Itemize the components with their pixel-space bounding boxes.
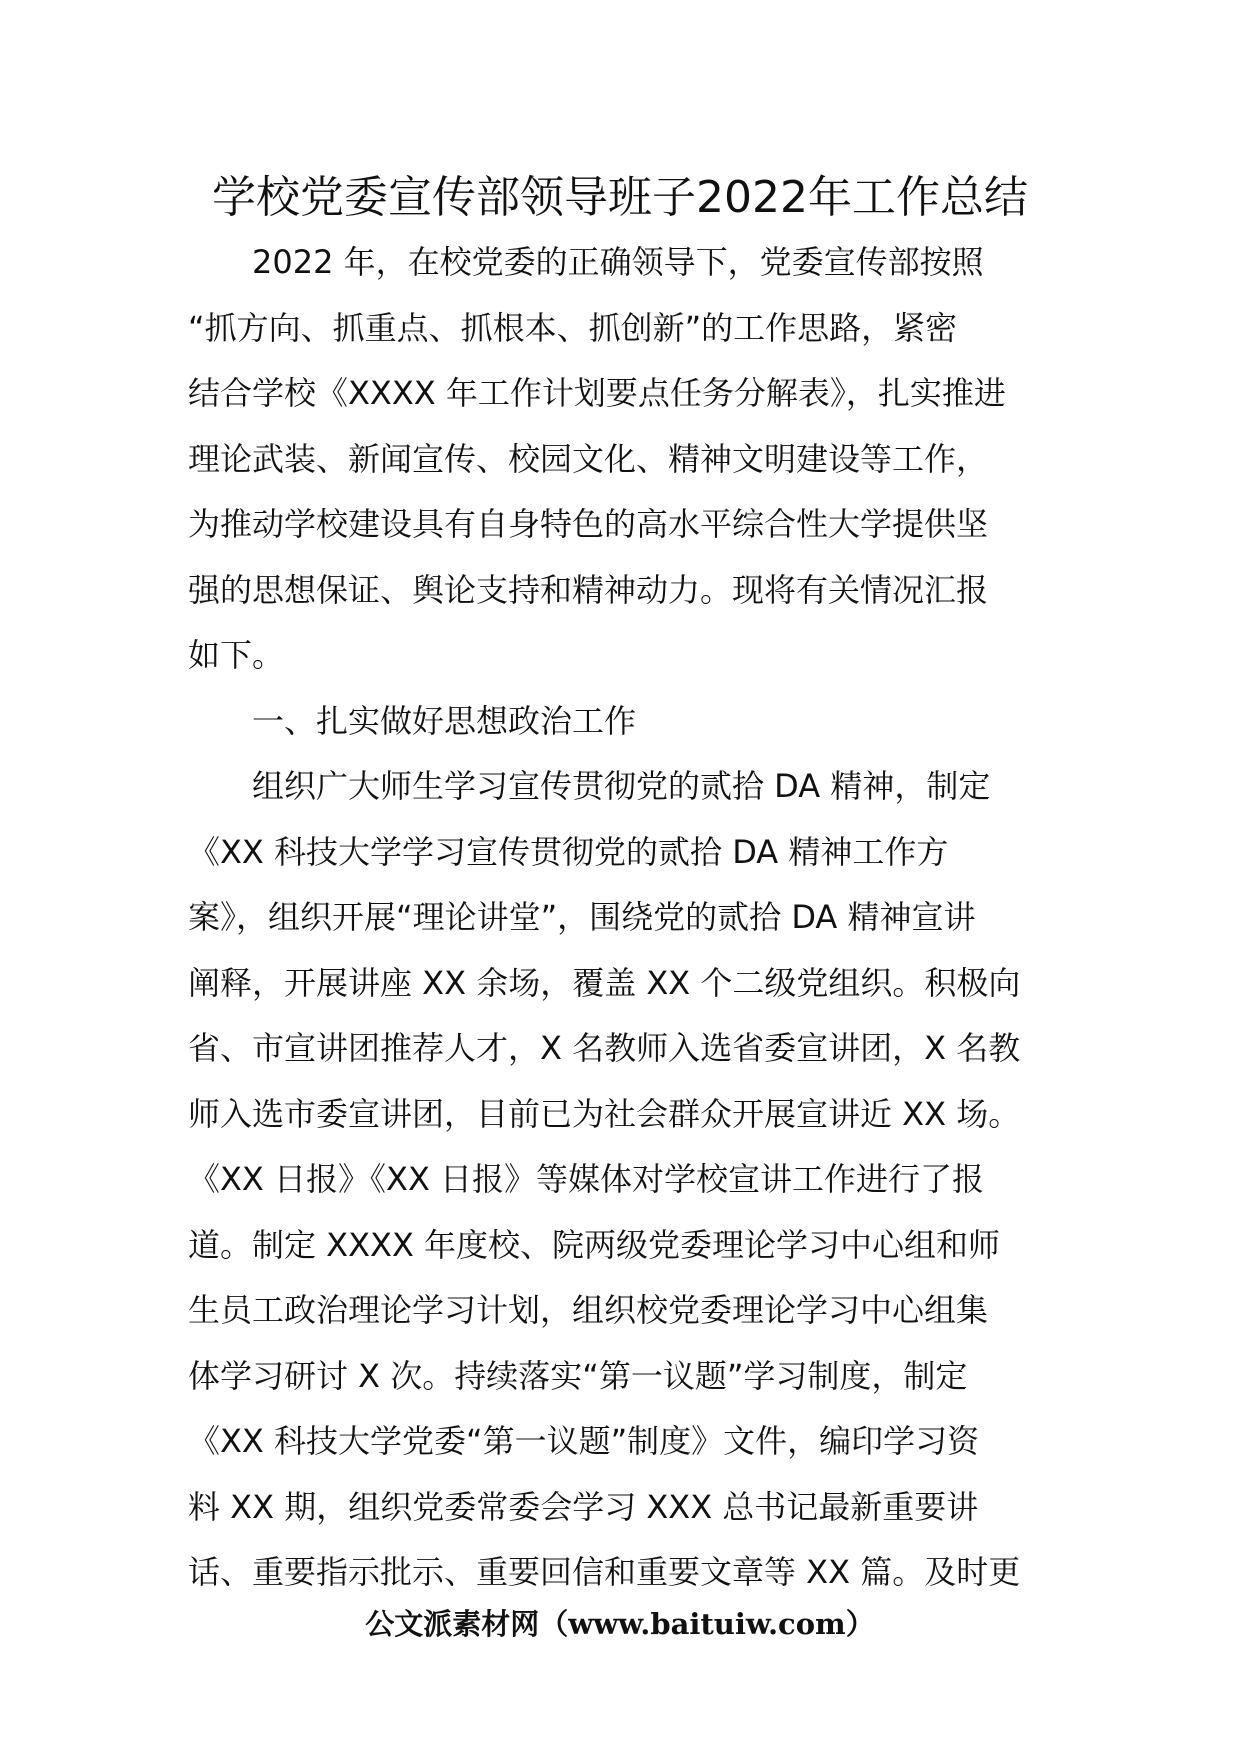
body-line: 结合学校《XXXX 年工作计划要点任务分解表》，扎实推进	[188, 374, 1006, 412]
body-line: 理论武装、新闻宣传、校园文化、精神文明建设等工作，	[188, 439, 989, 478]
body-line: 《XX 科技大学学习宣传贯彻党的贰拾 DA 精神工作方	[188, 832, 949, 871]
body-line: 师入选市委宣讲团，目前已为社会群众开展宣讲近 XX 场。	[188, 1094, 1021, 1133]
body-line: 话、重要指示批示、重要回信和重要文章等 XX 篇。及时更	[188, 1553, 1021, 1591]
body-line: 道。制定 XXXX 年度校、院两级党委理论学习中心组和师	[188, 1225, 1001, 1264]
document-title: 学校党委宣传部领导班子2022年工作总结	[212, 172, 1028, 223]
body-line: 强的思想保证、舆论支持和精神动力。现将有关情况汇报	[188, 570, 989, 609]
body-line: 2022 年，在校党委的正确领导下，党委宣传部按照	[188, 243, 984, 281]
body-line: 体学习研讨 X 次。持续落实“第一议题”学习制度，制定	[188, 1356, 968, 1395]
body-line: 组织广大师生学习宣传贯彻党的贰拾 DA 精神，制定	[188, 767, 991, 805]
body-line: 《XX 日报》《XX 日报》等媒体对学校宣讲工作进行了报	[188, 1160, 985, 1198]
body-line: 如下。	[188, 636, 285, 674]
body-line: 案》，组织开展“理论讲堂”，围绕党的贰拾 DA 精神宣讲	[188, 898, 976, 936]
body-line: 阐释，开展讲座 XX 余场，覆盖 XX 个二级党组织。积极向	[188, 963, 1021, 1002]
body-line: 为推动学校建设具有自身特色的高水平综合性大学提供坚	[188, 505, 989, 543]
body-line: 生员工政治理论学习计划，组织校党委理论学习中心组集	[188, 1291, 989, 1329]
body-line: 省、市宣讲团推荐人才，X 名教师入选省委宣讲团，X 名教	[188, 1029, 1021, 1067]
section-heading: 一、扎实做好思想政治工作	[188, 701, 637, 740]
document-body	[188, 230, 1058, 1606]
body-line: 料 XX 期，组织党委常委会学习 XXX 总书记最新重要讲	[188, 1487, 979, 1526]
body-line: “抓方向、抓重点、抓根本、抓创新”的工作思路，紧密	[188, 308, 958, 347]
body-line: 《XX 科技大学党委“第一议题”制度》文件，编印学习资	[188, 1422, 980, 1460]
footer-watermark: 公文派素材网（www.baituiw.com）	[365, 1607, 875, 1641]
